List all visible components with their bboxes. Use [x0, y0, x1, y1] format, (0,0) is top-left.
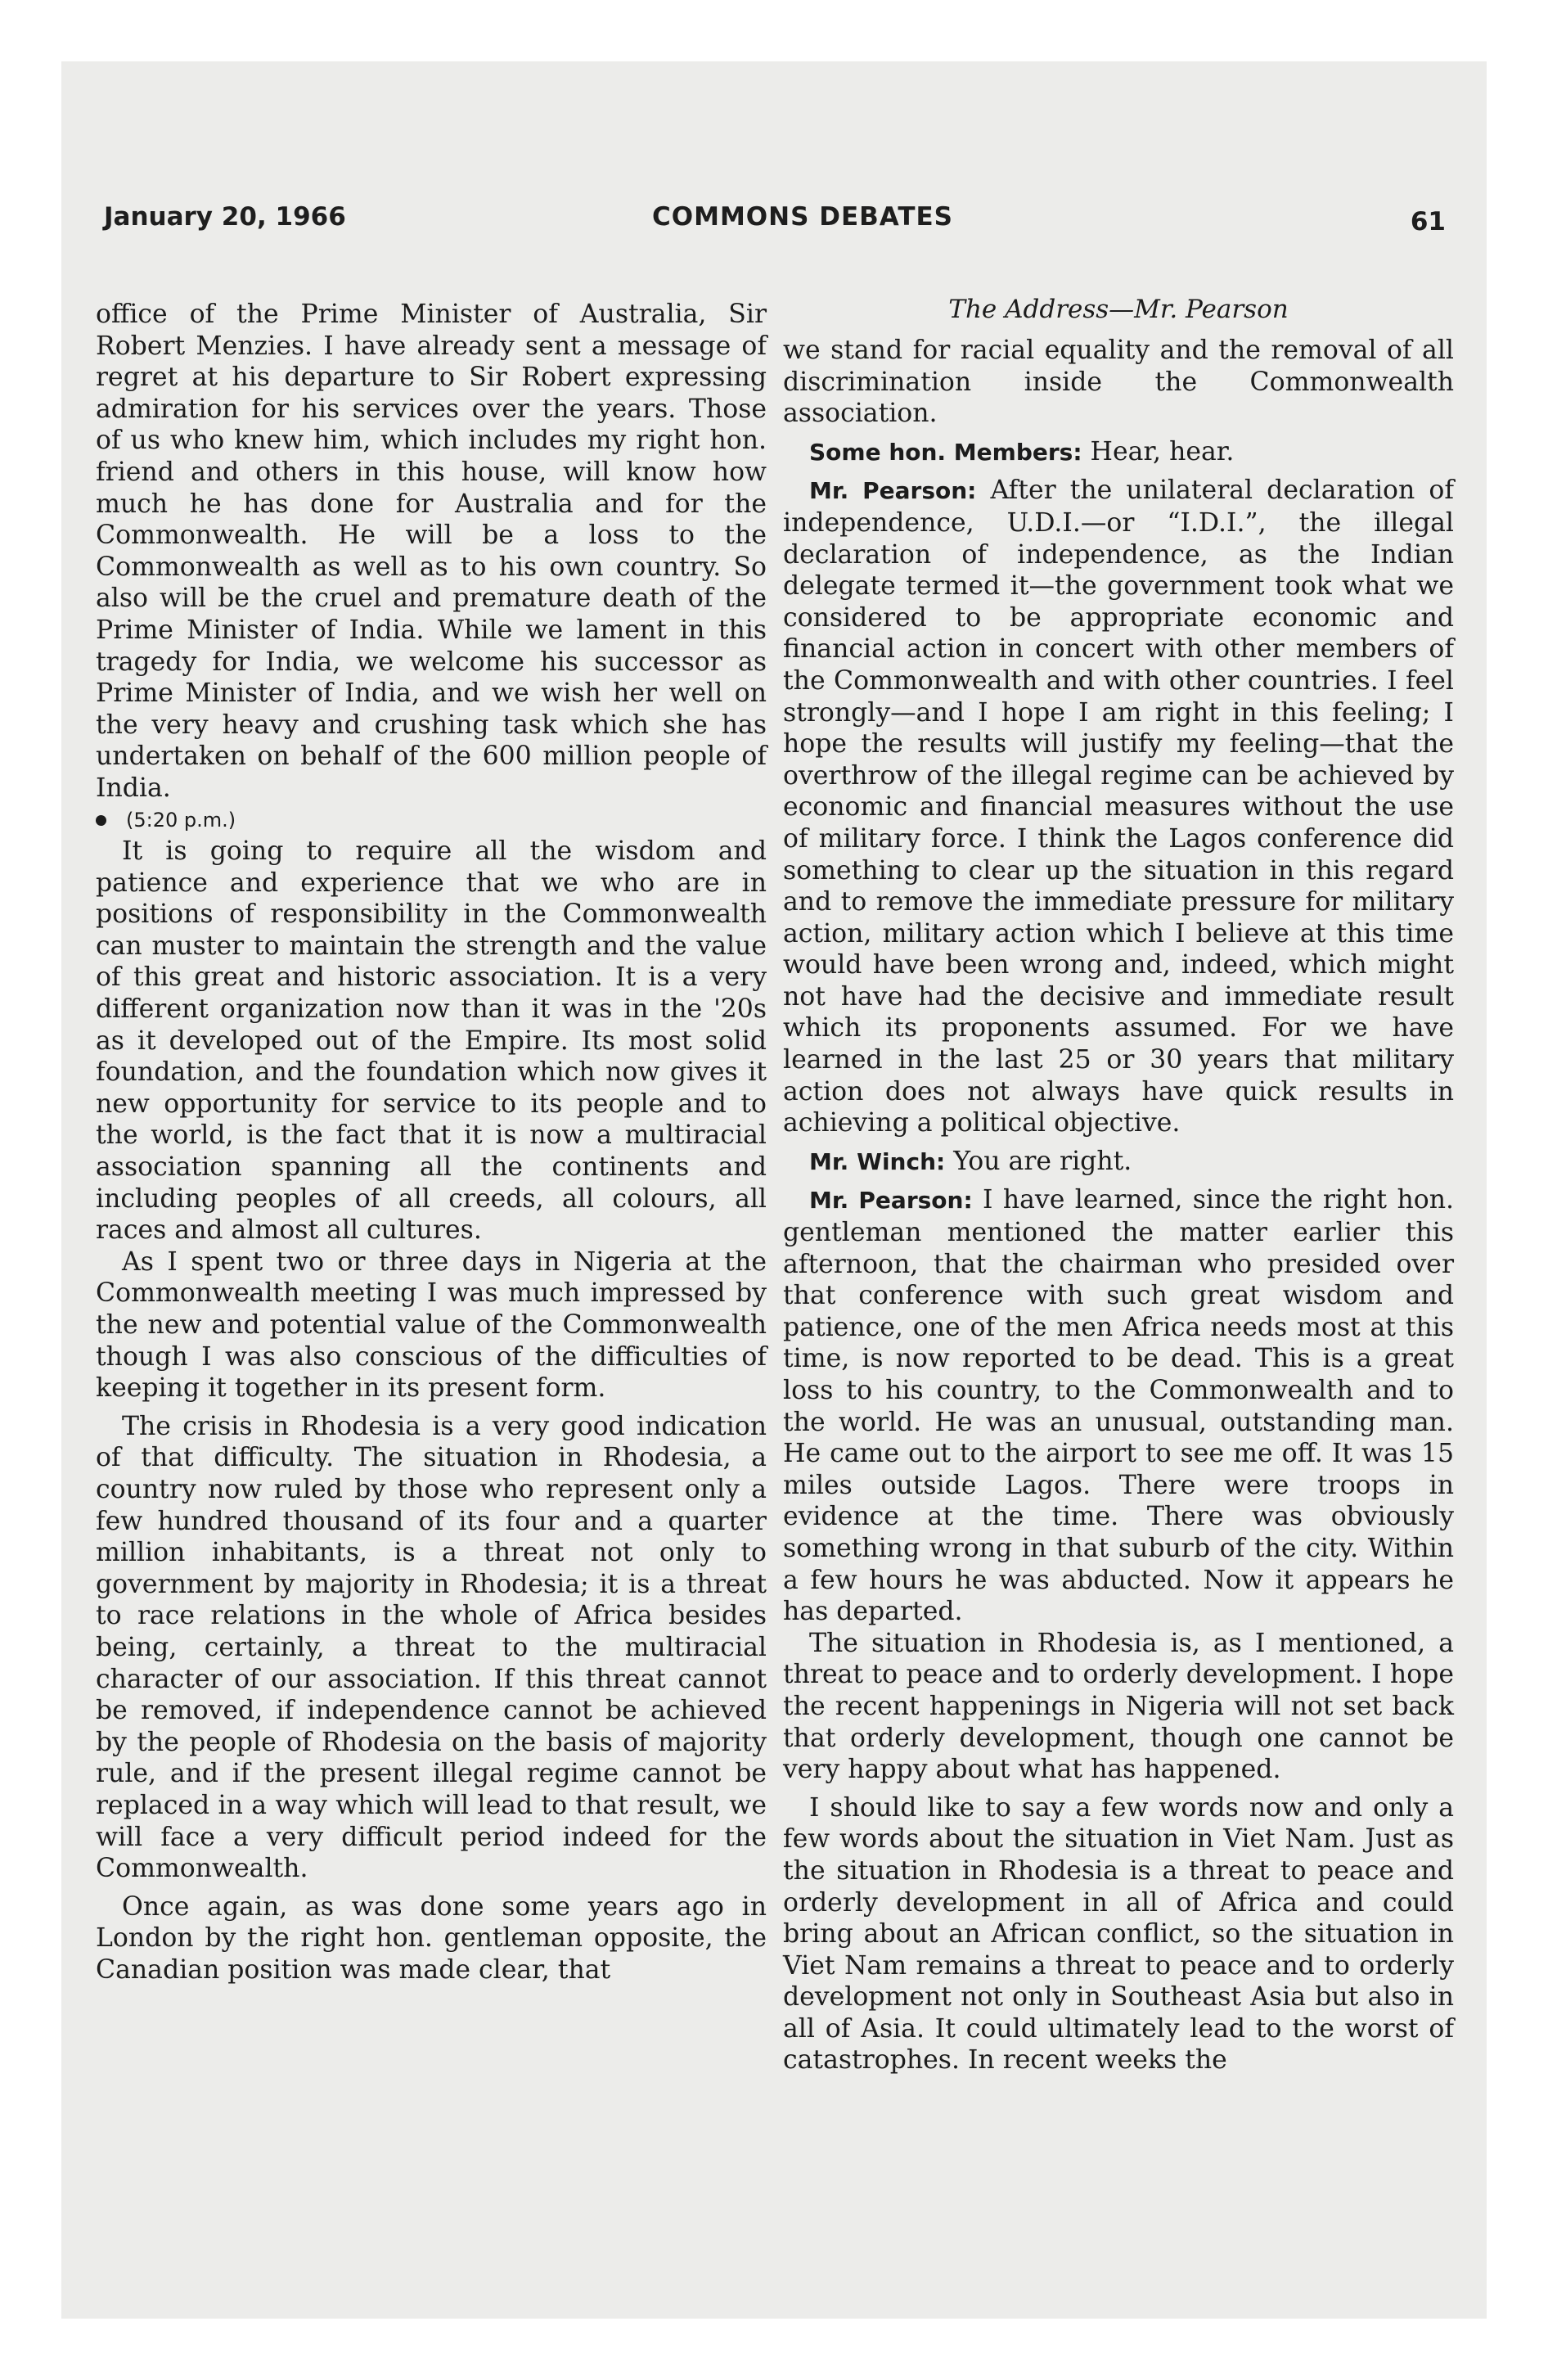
paragraph: As I spent two or three days in Nigeria at the Commonwealth meeting I was much impressed by the new and potential value of the Commonwealth though I was also conscious of the difficulties of keeping it together in its present form. — [96, 1246, 767, 1404]
paragraph: we stand for racial equality and the removal of all discrimination inside the Commonwealth association. — [783, 336, 1454, 429]
running-subhead: The Address—Mr. Pearson — [948, 295, 1289, 324]
speech-text: You are right. — [945, 1146, 1132, 1176]
speech — [783, 475, 1454, 1138]
speech-text: I have learned, since the right hon. gentleman mentioned the matter earlier this afternoon, that the chairman who presided over that conference with such great wisdom and patience, one of the men Africa needs most at this time, is now reported to be dead. This is a great loss to his country, to the Commonwealth and to the world. He was an unusual, outstanding man. He came out to the airport to see me off. It was 15 miles outside Lagos. There were troops in evidence at the time. There was obviously something wrong in that suburb of the city. Within a few hours he was abducted. Now it appears he has departed. — [783, 1185, 1454, 1627]
speech-text: After the unilateral declaration of independence, U.D.I.—or “I.D.I.”, the illegal declaration of independence, as the Indian delegate termed it—the government took what we considered to be appropriate economic and financial action in concert with other members of the Commonwealth and with other countries. I feel strongly—and I hope I am right in this feeling; I hope the results will justify my feeling—that the overthrow of the illegal regime can be achieved by economic and financial measures without the use of military force. I think the Lagos conference did something to clear up the situation in this regard and to remove the immediate pressure for military action, military action which I believe at this time would have been wrong and, indeed, which might not have had the decisive and immediate result which its proponents assumed. For we have learned in the last 25 or 30 years that military action does not always have quick results in achieving a political objective. — [783, 476, 1455, 1138]
speech — [783, 1184, 1454, 1627]
paragraph: I should like to say a few words now and only a few words about the situation in Viet Nam. Just as the situation in Rhodesia is a threat to peace and orderly development in all of Africa and could bring about an African conflict, so the situation in Viet Nam remains a threat to peace and to orderly development not only in Southeast Asia but also in all of Asia. It could ultimately lead to the worst of catastrophes. In recent weeks the — [783, 1792, 1454, 2076]
speaker-name: Mr. Winch: — [809, 1147, 946, 1175]
page-number: 61 — [1410, 207, 1446, 237]
speech-text: Hear, hear. — [1082, 436, 1235, 467]
paragraph: Once again, as was done some years ago in London by the right hon. gentleman opposite, the Canadian position was made clear, that — [96, 1891, 767, 1985]
paragraph: It is going to require all the wisdom and patience and experience that we who are in positions of responsibility in the Commonwealth can muster to maintain the strength and the value of this great and historic association. It is a very different organization now than it was in the '20s as it developed out of the Empire. Its most solid foundation, and the foundation which now gives it new opportunity for service to its people and to the world, is the fact that it is now a multiracial association spanning all the continents and including peoples of all creeds, all colours, all races and almost all cultures. — [96, 836, 767, 1246]
left-column — [96, 299, 767, 1986]
header-date: January 20, 1966 — [104, 202, 346, 232]
paragraph: The situation in Rhodesia is, as I mentioned, a threat to peace and to orderly development. I hope the recent happenings in Nigeria will not set back that orderly development, though one cannot be very happy about what has happened. — [783, 1628, 1454, 1785]
speaker-name: Mr. Pearson: — [809, 477, 977, 505]
right-column — [783, 295, 1455, 2076]
speaker-name: Mr. Pearson: — [809, 1187, 973, 1215]
speech — [783, 436, 1454, 469]
header-title: COMMONS DEBATES — [652, 202, 953, 232]
paragraph: The crisis in Rhodesia is a very good indication of that difficulty. The situation in Rhodesia, a country now ruled by those who represent only a few hundred thousand of its four and a quarter million inhabitants, is a threat not only to government by majority in Rhodesia; it is a threat to race relations in the whole of Africa besides being, certainly, a threat to the multiracial character of our association. If this threat cannot be removed, if independence cannot be achieved by the people of Rhodesia on the basis of majority rule, and if the present illegal regime cannot be replaced in a way which will lead to that result, we will face a very difficult period indeed for the Commonwealth. — [96, 1411, 767, 1884]
speech — [783, 1146, 1454, 1179]
paragraph: office of the Prime Minister of Australia, Sir Robert Menzies. I have already sent a message of regret at his departure to Sir Robert expressing admiration for his services over the years. Those of us who knew him, which includes my right hon. friend and others in this house, will know how much he has done for Australia and for the Commonwealth. He will be a loss to the Commonwealth as well as to his own country. So also will be the cruel and premature death of the Prime Minister of India. While we lament in this tragedy for India, we welcome his successor as Prime Minister of India, and we wish her well on the very heavy and crushing task which she has undertaken on behalf of the 600 million people of India. — [96, 300, 767, 803]
time-marker — [96, 805, 767, 836]
speaker-name: Some hon. Members: — [809, 438, 1082, 466]
page-header — [104, 202, 1446, 251]
scanned-page — [61, 61, 1487, 2319]
time-marker-text: (5:20 p.m.) — [126, 808, 236, 832]
bullet-icon — [96, 815, 106, 826]
